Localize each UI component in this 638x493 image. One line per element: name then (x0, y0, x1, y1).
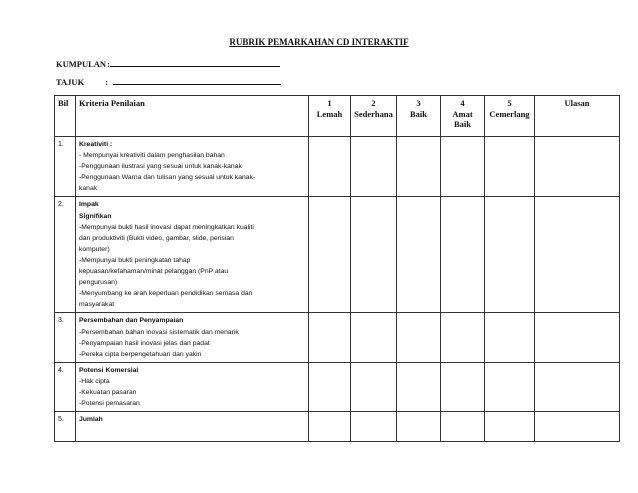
score-cell-2[interactable] (351, 412, 397, 442)
score-1-num: 1 (327, 98, 332, 108)
criteria-title: Kreativiti : (79, 141, 113, 148)
score-cell-5[interactable] (485, 362, 535, 411)
criteria-title: Impak (79, 201, 99, 209)
ulasan-cell[interactable] (535, 362, 620, 411)
score-cell-5[interactable] (485, 137, 535, 197)
criteria-item: dan produktiviti (Bukti video, gambar, slide, perisian (79, 234, 234, 242)
document-title: RUBRIK PEMARKAHAN CD INTERAKTIF (229, 37, 409, 47)
score-2-num: 2 (371, 98, 376, 108)
score-5-label: Cemerlang (489, 108, 530, 119)
ulasan-cell[interactable] (535, 313, 620, 362)
header-score-1 (309, 96, 351, 137)
tajuk-label: TAJUK (56, 77, 85, 87)
score-cell-5[interactable] (485, 197, 535, 313)
table-row (55, 412, 620, 442)
criteria-item: -Penggunaan Warna dan tulisan yang sesuai untuk kanak- (79, 174, 256, 182)
score-cell-1[interactable] (309, 137, 351, 197)
score-cell-4[interactable] (441, 313, 485, 362)
score-cell-2[interactable] (351, 313, 397, 362)
ulasan-cell[interactable] (535, 412, 620, 442)
row-bil: 4. (55, 362, 76, 411)
score-cell-3[interactable] (397, 137, 441, 197)
header-bil: Bil (55, 96, 76, 137)
criteria-item: -Persembahan bahan inovasi sistematik dan menarik (79, 328, 239, 336)
criteria-item: - Mempunyai kreativiti dalam penghasilan bahan (79, 152, 225, 160)
score-cell-2[interactable] (351, 137, 397, 197)
score-cell-4[interactable] (441, 137, 485, 197)
table-row (55, 313, 620, 362)
score-cell-2[interactable] (351, 362, 397, 411)
score-cell-1[interactable] (309, 197, 351, 313)
score-cell-3[interactable] (397, 412, 441, 442)
criteria-item: kanak (79, 185, 98, 193)
criteria-item: -Hak cipta (79, 377, 110, 385)
row-criteria (76, 412, 309, 442)
criteria-title: Potensi Komersial (79, 366, 139, 374)
row-criteria (76, 137, 309, 197)
criteria-item: -Potensi pemasaran (79, 400, 140, 408)
header-score-3 (397, 96, 441, 137)
table-row (55, 362, 620, 411)
criteria-item: -Kekuatan pasaran (79, 388, 137, 396)
criteria-item: komputer) (79, 245, 110, 253)
tajuk-colon: : (105, 77, 109, 87)
table-header-row (55, 96, 620, 137)
score-cell-4[interactable] (441, 197, 485, 313)
header-kriteria: Kriteria Penilaian (76, 96, 309, 137)
score-cell-1[interactable] (309, 412, 351, 442)
table-row (55, 197, 620, 313)
score-3-label: Baik (409, 108, 427, 119)
header-score-5 (485, 96, 535, 137)
criteria-item: -Mempunyai bukti hasil inovasi dapat meningkatkan kualiti (79, 223, 254, 231)
score-cell-5[interactable] (485, 412, 535, 442)
kumpulan-blank-line[interactable] (110, 58, 280, 67)
score-cell-3[interactable] (397, 362, 441, 411)
criteria-item: -Menyumbang ke arah keperluan pendidikan semasa dan (79, 290, 253, 298)
score-3-num: 3 (416, 98, 421, 108)
kumpulan-field (56, 58, 280, 69)
criteria-title: Persembahan dan Penyampaian (79, 317, 184, 325)
criteria-item: Signifikan (79, 212, 112, 220)
header-score-4 (441, 96, 485, 137)
score-cell-3[interactable] (397, 197, 441, 313)
ulasan-cell[interactable] (535, 197, 620, 313)
score-cell-3[interactable] (397, 313, 441, 362)
score-cell-4[interactable] (441, 412, 485, 442)
rubric-table (54, 95, 620, 442)
row-criteria (76, 197, 309, 313)
criteria-item: -Pereka cipta berpengetahuan dan yakin (79, 350, 202, 358)
score-cell-2[interactable] (351, 197, 397, 313)
criteria-item: masyarakat (79, 301, 115, 309)
kumpulan-colon: : (107, 59, 110, 69)
row-criteria (76, 313, 309, 362)
criteria-item: -Mempunyai bukti peningkatan tahap (79, 256, 191, 264)
criteria-title: Jumlah (79, 416, 103, 424)
score-cell-4[interactable] (441, 362, 485, 411)
score-cell-1[interactable] (309, 313, 351, 362)
score-cell-1[interactable] (309, 362, 351, 411)
score-4-label: Amat Baik (452, 108, 473, 129)
ulasan-cell[interactable] (535, 137, 620, 197)
score-1-label: Lemah (316, 108, 343, 119)
criteria-item: -Penggunaan ilustrasi yang sesuai untuk kanak-kanak (79, 163, 242, 171)
score-4-num: 4 (460, 98, 465, 108)
row-criteria (76, 362, 309, 411)
row-bil: 1. (55, 137, 76, 197)
score-cell-5[interactable] (485, 313, 535, 362)
criteria-item: kepuasan/kefahaman/minat pelanggan (PnP atau (79, 268, 229, 276)
row-bil: 2. (55, 197, 76, 313)
kumpulan-label: KUMPULAN (56, 59, 107, 69)
row-bil: 3. (55, 313, 76, 362)
row-bil: 5. (55, 412, 76, 442)
header-score-2 (351, 96, 397, 137)
header-ulasan: Ulasan (535, 96, 620, 137)
score-2-label: Sederhana (354, 108, 393, 119)
criteria-item: pengurusan) (79, 279, 118, 287)
tajuk-field (56, 76, 281, 87)
tajuk-blank-line[interactable] (113, 76, 281, 85)
table-row (55, 137, 620, 197)
score-5-num: 5 (507, 98, 512, 108)
criteria-item: -Penyampaian hasil inovasi jelas dan padat (79, 339, 210, 347)
